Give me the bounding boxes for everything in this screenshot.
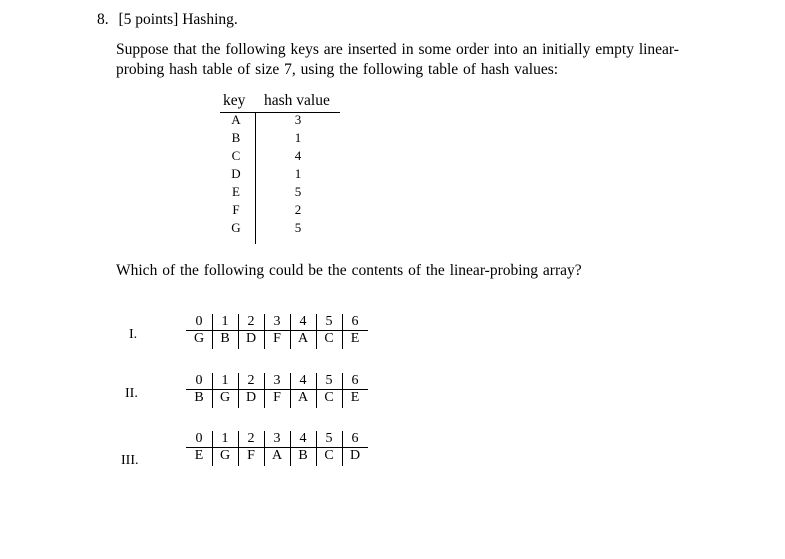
hash-key-cell: E <box>232 184 240 199</box>
array-index: 5 <box>325 373 333 388</box>
array-value: D <box>349 448 361 463</box>
array-index: 6 <box>351 314 359 329</box>
hash-key-cell: A <box>231 112 241 127</box>
array-index: 0 <box>195 314 203 329</box>
question-title: [5 points] Hashing. <box>118 11 238 28</box>
array-index: 3 <box>273 373 281 388</box>
array-value: E <box>350 390 360 405</box>
hash-value-column-header: hash value <box>264 92 330 109</box>
array-index: 5 <box>325 314 333 329</box>
paragraph-line-2: probing hash table of size 7, using the following table of hash values: <box>116 61 559 78</box>
hash-key-cell: B <box>231 130 241 145</box>
array-index: 3 <box>273 314 281 329</box>
array-value: C <box>324 448 334 463</box>
array-value: B <box>298 448 308 463</box>
hash-value-cell: 1 <box>294 166 302 181</box>
option-label: II. <box>125 386 138 401</box>
array-value: F <box>247 448 255 463</box>
question-prompt: Which of the following could be the contents of the linear-probing array? <box>116 262 582 279</box>
array-index: 1 <box>221 314 229 329</box>
question-paragraph <box>116 40 706 80</box>
array-value: E <box>194 448 204 463</box>
option-i <box>0 314 785 364</box>
hash-value-cell: 3 <box>294 112 302 127</box>
array-index: 1 <box>221 431 229 446</box>
array-value: E <box>350 331 360 346</box>
hash-key-cell: G <box>231 220 241 235</box>
array-value: A <box>297 331 309 346</box>
array-index: 0 <box>195 373 203 388</box>
option-label: III. <box>121 453 139 468</box>
array-index: 0 <box>195 431 203 446</box>
array-value: D <box>245 390 257 405</box>
option-iii <box>0 431 785 481</box>
hash-value-cell: 1 <box>294 130 302 145</box>
array-value: B <box>220 331 230 346</box>
array-value: C <box>324 390 334 405</box>
hash-value-cell: 4 <box>294 148 302 163</box>
array-value: C <box>324 331 334 346</box>
hash-key-cell: D <box>231 166 241 181</box>
array-index: 6 <box>351 431 359 446</box>
array-value: G <box>193 331 205 346</box>
array-index: 2 <box>247 314 255 329</box>
array-value: G <box>219 448 231 463</box>
array-index: 6 <box>351 373 359 388</box>
option-ii <box>0 373 785 423</box>
linear-probing-array <box>186 431 368 471</box>
array-value: A <box>297 390 309 405</box>
array-index: 1 <box>221 373 229 388</box>
array-value: B <box>194 390 204 405</box>
option-label: I. <box>129 327 138 342</box>
array-value: F <box>273 331 281 346</box>
linear-probing-array <box>186 373 368 413</box>
array-index: 4 <box>299 431 307 446</box>
paragraph-line-1: Suppose that the following keys are inserted in some order into an initially empty linear- <box>116 41 679 58</box>
array-value: D <box>245 331 257 346</box>
key-column-header: key <box>223 92 246 109</box>
question-heading <box>97 11 238 29</box>
array-index: 3 <box>273 431 281 446</box>
hash-value-cell: 2 <box>294 202 302 217</box>
array-index: 4 <box>299 373 307 388</box>
hash-table-column-rule <box>255 112 256 244</box>
array-value: G <box>219 390 231 405</box>
hash-key-cell: F <box>232 202 240 217</box>
linear-probing-array <box>186 314 368 354</box>
question-number: 8. <box>97 11 109 28</box>
array-value: A <box>271 448 283 463</box>
array-index: 2 <box>247 431 255 446</box>
array-index: 4 <box>299 314 307 329</box>
hash-value-cell: 5 <box>294 184 302 199</box>
hash-key-cell: C <box>231 148 241 163</box>
array-index: 2 <box>247 373 255 388</box>
array-index: 5 <box>325 431 333 446</box>
hash-value-cell: 5 <box>294 220 302 235</box>
array-value: F <box>273 390 281 405</box>
